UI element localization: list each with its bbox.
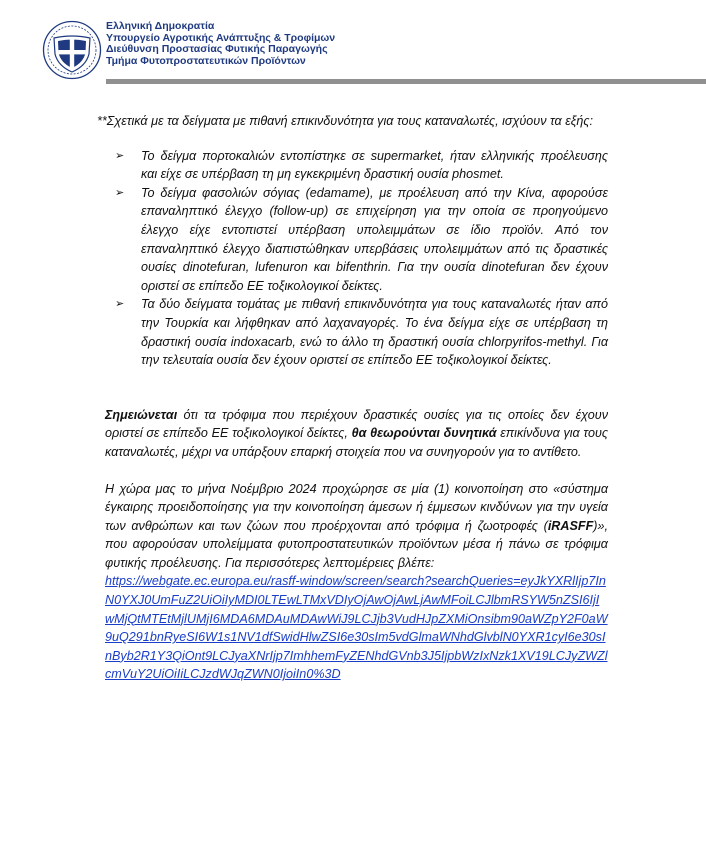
arrow-bullet-icon: ➢ (115, 186, 125, 199)
note-paragraph (105, 406, 608, 462)
header-line-ministry: Υπουργείο Αγροτικής Ανάπτυξης & Τροφίμων (106, 31, 336, 44)
document-body (97, 112, 609, 684)
note-lead: Σημειώνεται (105, 407, 178, 422)
header-line-republic: Ελληνική Δημοκρατία (106, 20, 215, 32)
arrow-bullet-icon: ➢ (115, 298, 125, 311)
greek-coat-of-arms-icon (42, 20, 102, 80)
list-item-text: Το δείγμα φασολιών σόγιας (edamame), με προέλευση από την Κίνα, αφορούσε επαναληπτικό έλεγχο (follow-up) σε επιχείρηση για την οποία σε προηγούμενο έλεγχο είχε εντοπιστεί υπέρβαση υπολειμμάτων σε ίδιο προϊόν. Από τον επαναληπτικό έλεγχο διαπιστώθηκαν υπερβάσεις υπολειμμάτων από τις δραστικές ουσίες dinotefuran, lufenuron και bifenthrin. Για την ουσία dinotefuran δεν έχουν οριστεί σε επίπεδο ΕΕ τοξικολογικοί δείκτες. (141, 185, 608, 293)
header-divider (106, 79, 706, 84)
note-text-2: επικίνδυνα για τους καταναλωτές, μέχρι να υπάρξουν επαρκή στοιχεία που να συνηγορούν για το αντίθετο. (105, 426, 609, 459)
note-text-1: ότι τα τρόφιμα που περιέχουν δραστικές ουσίες για τις οποίες δεν έχουν οριστεί σε επίπεδο ΕΕ τοξικολογικοί δείκτες, (105, 407, 608, 441)
arrow-bullet-icon: ➢ (115, 149, 125, 162)
list-item (115, 295, 608, 369)
list-item (115, 147, 608, 184)
notification-text-2: )», που αφορούσαν υπολείμματα φυτοπροστατευτικών προϊόντων μέσα ή πάνω σε τρόφιμα φυτικής προέλευσης. Για περισσότερες λεπτομέρειες βλέπε: (105, 518, 608, 570)
note-emphasis: θα θεωρούνται δυνητικά (351, 426, 497, 441)
irasff-acronym: iRASFF (547, 518, 594, 533)
list-item (115, 184, 608, 296)
list-item-text: Το δείγμα πορτοκαλιών εντοπίστηκε σε supermarket, ήταν ελληνικής προέλευσης και είχε σε υπέρβαση τη μη εγκεκριμένη δραστική ουσία phosmet. (141, 148, 608, 182)
document-header (42, 18, 706, 82)
samples-list (105, 147, 608, 370)
notification-text-1: Η χώρα μας το μήνα Νοέμβριο 2024 προχώρησε σε μία (1) κοινοποίηση στο «σύστημα έγκαιρης προειδοποίησης για την κοινοποίηση άμεσων ή έμμεσων κινδύνων για την υγεία των ανθρώπων και των ζώων που προέρχονται από τρόφιμα ή ζωοτροφές ( (105, 481, 608, 533)
ministry-lines (106, 21, 335, 67)
intro-paragraph: **Σχετικά με τα δείγματα με πιθανή επικινδυνότητα για τους καταναλωτές, ισχύουν τα εξής: (97, 114, 594, 128)
notification-paragraph (105, 480, 608, 685)
header-line-directorate: Διεύθυνση Προστασίας Φυτικής Παραγωγής (106, 43, 328, 55)
header-line-department: Τμήμα Φυτοπροστατευτικών Προϊόντων (106, 54, 306, 67)
list-item-text: Τα δύο δείγματα τομάτας με πιθανή επικινδυνότητα για τους καταναλωτές ήταν από την Τουρκία και λήφθηκαν από λαχαναγορές. Το ένα δείγμα είχε σε υπέρβαση τη δραστική ουσία indoxacarb, ενώ το άλλο τη δραστική ουσία chlorpyrifos-methyl. Για την τελευταία ουσία δεν έχουν οριστεί σε επίπεδο ΕΕ τοξικολογικοί δείκτες. (141, 297, 608, 368)
rasff-search-link[interactable]: https://webgate.ec.europa.eu/rasff-window/screen/search?searchQueries=eyJkYXRlIjp7InN0YXJ0UmFuZ2UiOiIyMDI0LTEwLTMxVDIyOjAwOjAwLjAwMFoiLCJlbmRSYW5nZSI6IjIwMjQtMTEtMjlUMjI6MDA6MDAuMDAwWiJ9LCJjb3VudHJpZXMiOnsibm90aWZpY2F0aW9uQ291bnRyeSI6W1s1NV1dfSwidHlwZSI6e30sIm5vdGlmaWNhdGlvblN0YXR1cyI6e30sInByb2R1Y3QiOnt9LCJyaXNrIjp7ImhhemFyZENhdGVnb3J5IjpbWzIxNzk1XV19LCJyZWZlcmVuY2UiOiIiLCJzdWJqZWN0IjoiIn0%3D (105, 574, 608, 682)
